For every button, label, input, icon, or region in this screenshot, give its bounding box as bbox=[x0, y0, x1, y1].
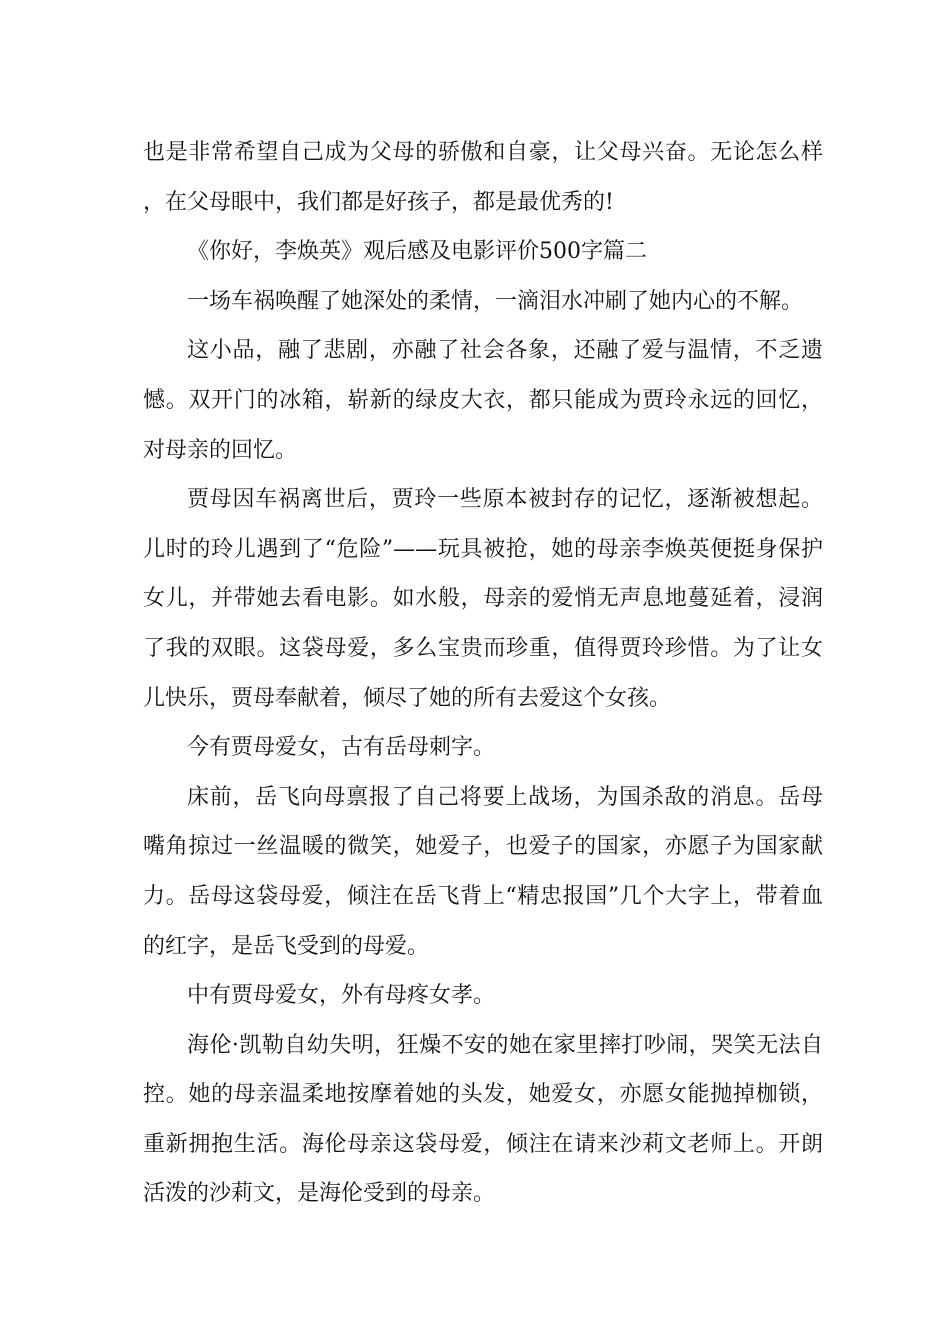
paragraph: 海伦·凯勒自幼失明，狂燥不安的她在家里摔打吵闹，哭笑无法自控。她的母亲温柔地按摩着她的头发，她爱女，亦愿女能抛掉枷锁，重新拥抱生活。海伦母亲这袋母爱，倾注在请来沙莉文老师上。开朗活泼的沙莉文，是海伦受到的母亲。 bbox=[143, 1032, 823, 1207]
paragraph: 一场车祸唤醒了她深处的柔情，一滴泪水冲刷了她内心的不解。 bbox=[187, 288, 804, 314]
paragraph: 中有贾母爱女，外有母疼女孝。 bbox=[187, 983, 496, 1009]
section-heading: 《你好，李焕英》观后感及电影评价500字篇二 bbox=[187, 239, 647, 265]
paragraph: 贾母因车祸离世后，贾玲一些原本被封存的记忆，逐渐被想起。儿时的玲儿遇到了“危险”——玩具被抢，她的母亲李焕英便挺身保护女儿，并带她去看电影。如水般，母亲的爱悄无声息地蔓延着，浸润了我的双眼。这袋母爱，多么宝贵而珍重，值得贾玲珍惜。为了让女儿快乐，贾母奉献着，倾尽了她的所有去爱这个女孩。 bbox=[143, 487, 823, 711]
paragraph: 今有贾母爱女，古有岳母刺字。 bbox=[187, 735, 496, 761]
paragraph: 这小品，融了悲剧，亦融了社会各象，还融了爱与温情，不乏遗憾。双开门的冰箱，崭新的绿皮大衣，都只能成为贾玲永远的回忆，对母亲的回忆。 bbox=[143, 338, 823, 463]
paragraph: 也是非常希望自己成为父母的骄傲和自豪，让父母兴奋。无论怎么样，在父母眼中，我们都是好孩子，都是最优秀的! bbox=[143, 140, 823, 215]
document-body bbox=[143, 128, 823, 1219]
paragraph: 床前，岳飞向母禀报了自己将要上战场，为国杀敌的消息。岳母嘴角掠过一丝温暖的微笑，她爱子，也爱子的国家，亦愿子为国家献力。岳母这袋母爱，倾注在岳飞背上“精忠报国”几个大字上，带着血的红字，是岳飞受到的母爱。 bbox=[143, 784, 823, 959]
